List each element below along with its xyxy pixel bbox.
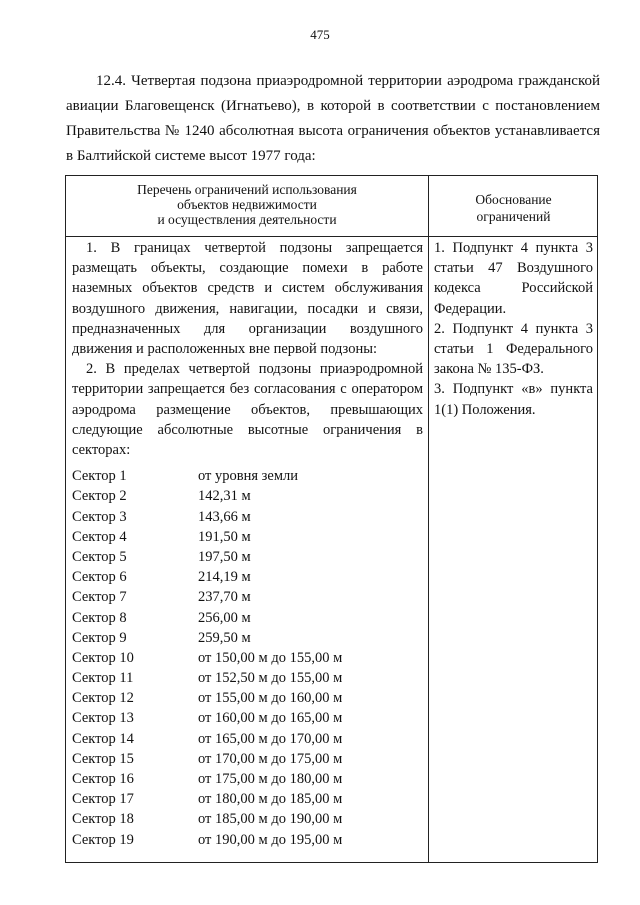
sector-row	[72, 830, 423, 850]
header-right-line: Обоснование	[475, 192, 552, 207]
sector-height-limit: 143,66 м	[198, 508, 251, 525]
sector-row	[72, 547, 423, 567]
sector-name: Сектор 13	[72, 710, 134, 727]
sector-name: Сектор 1	[72, 468, 127, 485]
sector-name: Сектор 18	[72, 811, 134, 828]
justification-column	[434, 238, 593, 420]
sector-name: Сектор 19	[72, 831, 134, 848]
sector-row	[72, 708, 423, 728]
sector-row	[72, 789, 423, 809]
sector-row	[72, 749, 423, 769]
sector-height-limit: 214,19 м	[198, 569, 251, 586]
sector-row	[72, 809, 423, 829]
page-number: 475	[310, 27, 330, 42]
sector-name: Сектор 15	[72, 750, 134, 767]
header-left-line: и осуществления деятельности	[157, 212, 337, 227]
sector-row	[72, 628, 423, 648]
sector-height-limit: от 165,00 м до 170,00 м	[198, 730, 343, 747]
sector-row	[72, 466, 423, 486]
sector-row	[72, 608, 423, 628]
sector-height-limit: от 155,00 м до 160,00 м	[198, 690, 343, 707]
sector-height-limit: от 180,00 м до 185,00 м	[198, 791, 343, 808]
sector-row	[72, 729, 423, 749]
restriction-paragraph-1: 1. В границах четвертой подзоны запрещается размещать объекты, создающие помехи в работе наземных объектов средств и систем обслуживания воздушного движения, навигации, посадки и связи, предназначенных для организации воздушного движения и расположенных вне первой подзоны:	[72, 240, 423, 358]
sector-row	[72, 648, 423, 668]
sector-name: Сектор 8	[72, 609, 127, 626]
sector-height-limit: от 160,00 м до 165,00 м	[198, 710, 343, 727]
sector-height-limit: от 170,00 м до 175,00 м	[198, 750, 343, 767]
table-header-divider	[66, 236, 597, 237]
sector-height-limit: 197,50 м	[198, 548, 251, 565]
sector-name: Сектор 11	[72, 670, 134, 687]
sector-row	[72, 688, 423, 708]
sector-name: Сектор 12	[72, 690, 134, 707]
justification-item-1: 1. Подпункт 4 пункта 3 статьи 47 Воздушного кодекса Российской Федерации.	[434, 240, 593, 317]
sector-name: Сектор 17	[72, 791, 134, 808]
sector-name: Сектор 2	[72, 488, 127, 505]
sector-name: Сектор 3	[72, 508, 127, 525]
header-left-line: объектов недвижимости	[177, 197, 317, 212]
sector-row	[72, 769, 423, 789]
sector-height-limit: от 150,00 м до 155,00 м	[198, 649, 343, 666]
sector-height-limit: 256,00 м	[198, 609, 251, 626]
sector-height-limit: 259,50 м	[198, 629, 251, 646]
sector-height-limit: от уровня земли	[198, 468, 299, 485]
sector-row	[72, 587, 423, 607]
restrictions-column	[72, 238, 423, 850]
sector-row	[72, 567, 423, 587]
sector-name: Сектор 5	[72, 548, 127, 565]
sector-height-limit: от 190,00 м до 195,00 м	[198, 831, 343, 848]
sector-row	[72, 527, 423, 547]
header-left-line: Перечень ограничений использования	[137, 182, 357, 197]
sector-name: Сектор 16	[72, 771, 134, 788]
header-left	[66, 182, 428, 227]
header-right	[428, 191, 599, 225]
sector-height-limit: 237,70 м	[198, 589, 251, 606]
sector-name: Сектор 9	[72, 629, 127, 646]
sector-row	[72, 486, 423, 506]
sector-name: Сектор 7	[72, 589, 127, 606]
header-right-line: ограничений	[476, 209, 551, 224]
sector-height-limit: от 175,00 м до 180,00 м	[198, 771, 343, 788]
sector-row	[72, 668, 423, 688]
sector-name: Сектор 10	[72, 649, 134, 666]
restriction-paragraph-2: 2. В пределах четвертой подзоны приаэродромной территории запрещается без согласования с оператором аэродрома размещение объектов, превышающих следующие абсолютные высотные ограничения в секторах:	[72, 361, 423, 459]
sector-height-limit: 142,31 м	[198, 488, 251, 505]
intro-paragraph: 12.4. Четвертая подзона приаэродромной территории аэродрома гражданской авиации Благовещенск (Игнатьево), в которой в соответствии с постановлением Правительства № 1240 абсолютная высота ограничения объектов устанавливается в Балтийской системе высот 1977 года:	[66, 73, 600, 164]
sector-height-limit: от 152,50 м до 155,00 м	[198, 670, 343, 687]
sector-height-limit: 191,50 м	[198, 528, 251, 545]
justification-item-3: 3. Подпункт «в» пункта 1(1) Положения.	[434, 381, 593, 418]
sector-name: Сектор 6	[72, 569, 127, 586]
sector-height-limit: от 185,00 м до 190,00 м	[198, 811, 343, 828]
table-column-divider	[428, 176, 429, 862]
sector-list	[72, 466, 423, 850]
sector-row	[72, 507, 423, 527]
justification-item-2: 2. Подпункт 4 пункта 3 статьи 1 Федерального закона № 135-ФЗ.	[434, 320, 593, 378]
restrictions-table	[65, 175, 598, 863]
sector-name: Сектор 14	[72, 730, 134, 747]
sector-name: Сектор 4	[72, 528, 127, 545]
